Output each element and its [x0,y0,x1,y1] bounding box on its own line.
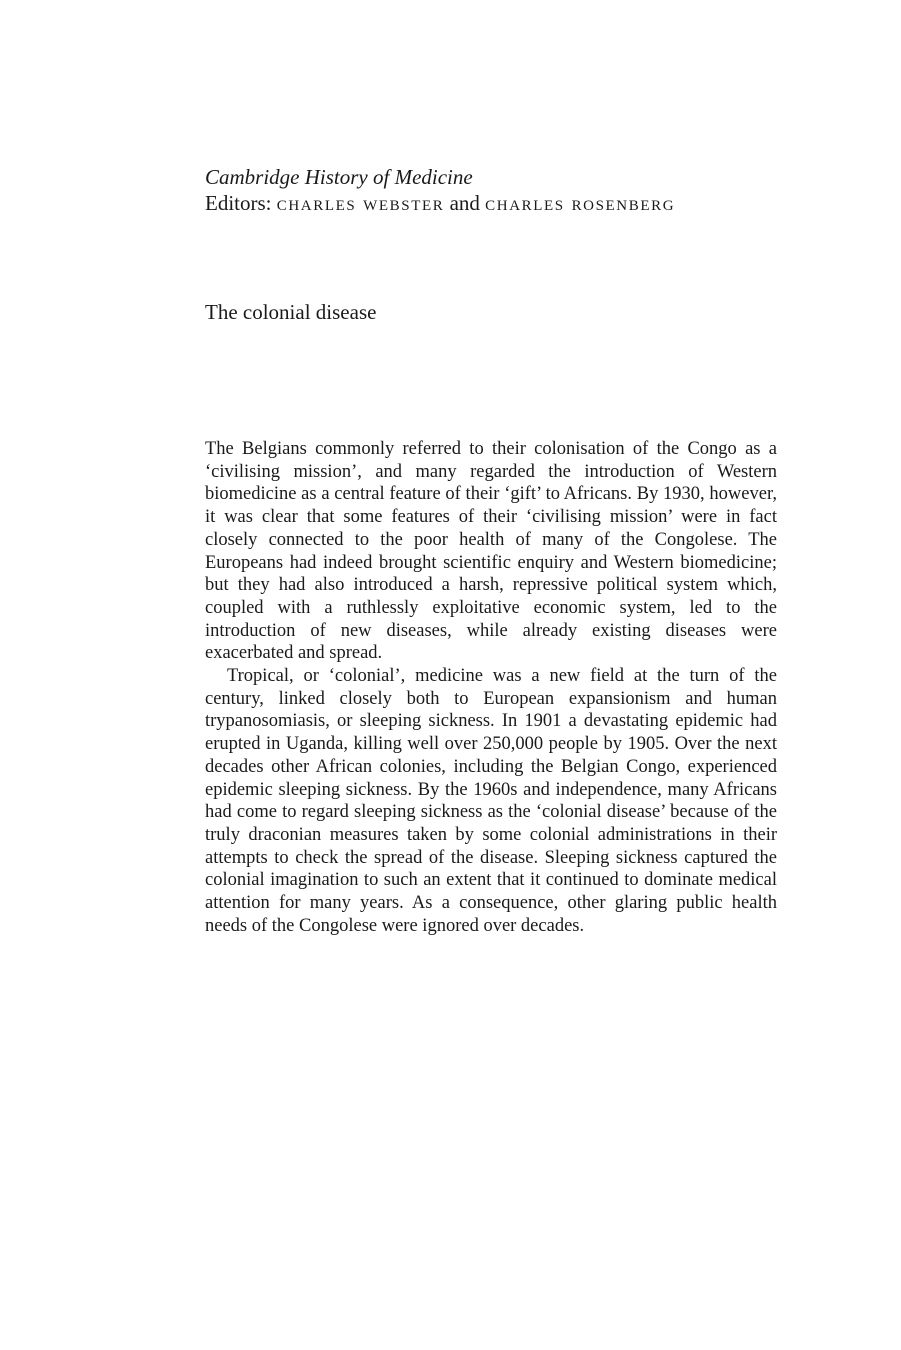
editors-label: Editors: [205,191,272,215]
editor-name: charles rosenberg [485,191,676,215]
book-title: The colonial disease [205,300,377,324]
editors-conjunction: and [449,191,480,215]
book-description [205,438,777,937]
series-block [205,164,805,216]
description-paragraph: Tropical, or ‘colonial’, medicine was a new field at the turn of the century, linked closely both to European expansionism and human trypanosomiasis, or sleeping sickness. In 1901 a devastating epidemic had erupted in Uganda, killing well over 250,000 people by 1905. Over the next decades other African colonies, including the Belgian Congo, experienced epidemic sleeping sickness. By the 1960s and independence, many Africans had come to regard sleeping sickness as the ‘colonial disease’ because of the truly draconian measures taken by some colonial administrations in their attempts to check the spread of the disease. Sleeping sickness captured the colonial imagination to such an extent that it continued to dominate medical attention for many years. As a consequence, other glaring public health needs of the Congolese were ignored over decades. [205,666,777,936]
editor-name: charles webster [276,191,445,215]
description-paragraph: The Belgians commonly referred to their colonisation of the Congo as a ‘civilising mission’, and many regarded the introduction of Western biomedicine as a central feature of their ‘gift’ to Africans. By 1930, however, it was clear that some features of their ‘civilising mission’ were in fact closely connected to the poor health of many of the Congolese. The Europeans had indeed brought scientific enquiry and Western biomedicine; but they had also introduced a harsh, repressive political system which, coupled with a ruthlessly exploitative economic system, led to the introduction of new diseases, while already existing diseases were exacerbated and spread. [205,439,777,664]
series-title: Cambridge History of Medicine [205,165,473,189]
series-editors-line [205,190,805,216]
